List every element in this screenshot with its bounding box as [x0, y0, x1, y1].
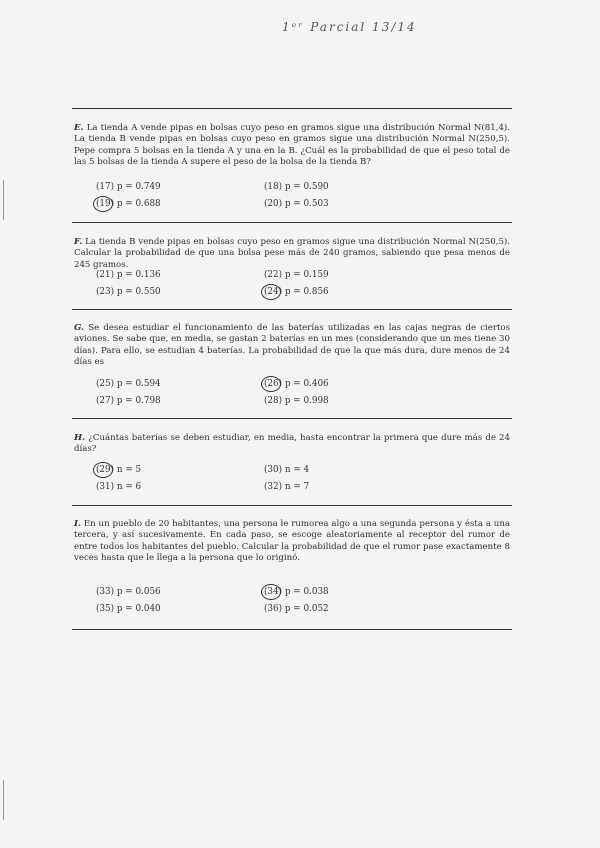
- option-20[interactable]: (20) p = 0.503: [264, 199, 329, 209]
- divider: [72, 222, 512, 223]
- answer-circle: (24): [264, 287, 283, 297]
- option-22[interactable]: (22) p = 0.159: [264, 270, 329, 280]
- option-32[interactable]: (32) n = 7: [264, 482, 310, 492]
- problem-letter: H.: [74, 433, 86, 443]
- option-29[interactable]: (29) n = 5: [96, 465, 142, 475]
- option-31[interactable]: (31) n = 6: [96, 482, 142, 492]
- answer-circle: (29): [96, 465, 115, 475]
- scan-edge-mark: [3, 780, 4, 820]
- problem-letter: E.: [74, 123, 84, 133]
- divider: [72, 505, 512, 506]
- problem-f: [74, 237, 510, 271]
- problem-text: La tienda B vende pipas en bolsas cuyo peso en gramos sigue una distribución Normal N(250,5). Calcular la probabilidad de que una bolsa pese más de 240 gramos, sabiendo que pesa menos de 245 gramos.: [74, 237, 511, 270]
- problem-i: [74, 519, 510, 564]
- divider: [72, 418, 512, 419]
- option-17[interactable]: (17) p = 0.749: [96, 182, 161, 192]
- option-26[interactable]: (26) p = 0.406: [264, 379, 329, 389]
- option-21[interactable]: (21) p = 0.136: [96, 270, 161, 280]
- scan-edge-mark: [3, 180, 4, 220]
- divider: [72, 629, 512, 630]
- divider: [72, 309, 512, 310]
- option-27[interactable]: (27) p = 0.798: [96, 396, 161, 406]
- problem-h: [74, 433, 510, 456]
- handwritten-header: 1ᵉʳ Parcial 13/14: [282, 20, 417, 34]
- problem-text: La tienda A vende pipas en bolsas cuyo peso en gramos sigue una distribución Normal N(81,4). La tienda B vende pipas en bolsas cuyo peso en gramos sigue una distribución Normal N(250,5). Pepe compra 5 bolsas en la tienda A y una en la B. ¿Cuál es la probabilidad de que el peso total de las 5 bolsas de la tienda A supere el peso de la bolsa de la tienda B?: [74, 123, 511, 167]
- divider: [72, 108, 512, 109]
- problem-letter: G.: [74, 323, 85, 333]
- answer-circle: (34): [264, 587, 283, 597]
- answer-circle: (19): [96, 199, 115, 209]
- option-18[interactable]: (18) p = 0.590: [264, 182, 329, 192]
- problem-text: En un pueblo de 20 habitantes, una persona le rumorea algo a una segunda persona y ésta a una tercera, y así sucesivamente. En cada paso, se escoge aleatoriamente al receptor del rumor de entre todos los habitantes del pueblo. Calcular la probabilidad de que el rumor pase exactamente 8 veces hasta que le llega a la persona que lo originó.: [74, 519, 511, 563]
- problem-e: [74, 123, 510, 168]
- option-35[interactable]: (35) p = 0.040: [96, 604, 161, 614]
- option-28[interactable]: (28) p = 0.998: [264, 396, 329, 406]
- option-25[interactable]: (25) p = 0.594: [96, 379, 161, 389]
- problem-g: [74, 323, 510, 368]
- problem-text: Se desea estudiar el funcionamiento de las baterías utilizadas en las cajas negras de ciertos aviones. Se sabe que, en media, se gastan 2 baterías en un mes (considerando que un mes tiene 30 días). Para ello, se estudian 4 baterías. La probabilidad de que la que más dura, dure menos de 24 días es: [74, 323, 510, 367]
- option-34[interactable]: (34) p = 0.038: [264, 587, 329, 597]
- problem-letter: F.: [74, 237, 83, 247]
- option-36[interactable]: (36) p = 0.052: [264, 604, 329, 614]
- problem-text: ¿Cuántas baterías se deben estudiar, en media, hasta encontrar la primera que dure más de 24 días?: [74, 433, 510, 455]
- option-30[interactable]: (30) n = 4: [264, 465, 310, 475]
- problem-letter: I.: [74, 519, 82, 529]
- option-19[interactable]: (19) p = 0.688: [96, 199, 161, 209]
- option-24[interactable]: (24) p = 0.856: [264, 287, 329, 297]
- option-23[interactable]: (23) p = 0.550: [96, 287, 161, 297]
- answer-circle: (26): [264, 379, 283, 389]
- option-33[interactable]: (33) p = 0.056: [96, 587, 161, 597]
